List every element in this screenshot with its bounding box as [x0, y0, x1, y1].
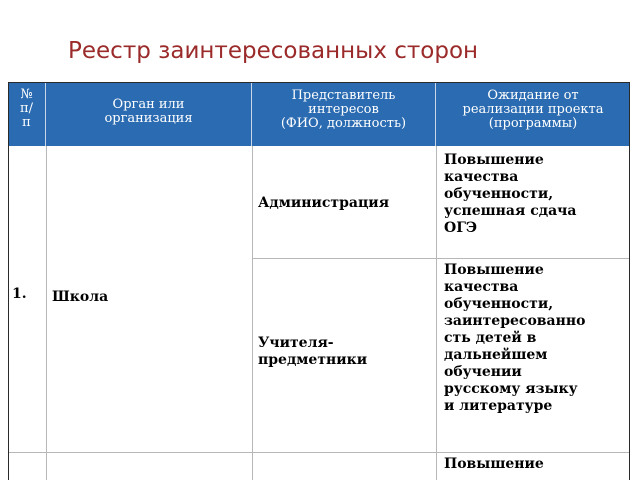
row-organization: Школа	[52, 289, 248, 309]
header-expectation-line: (программы)	[488, 116, 578, 131]
header-num-line: п	[22, 115, 31, 130]
row-expectation	[444, 152, 630, 262]
column-divider	[46, 453, 47, 480]
expectation-line: ОГЭ	[444, 220, 477, 236]
expectation-line: заинтересованно	[444, 313, 586, 329]
expectation-line: качества	[444, 279, 519, 295]
column-divider	[436, 453, 437, 480]
column-divider	[252, 453, 253, 480]
header-expectation-line: Ожидание от	[487, 88, 579, 103]
header-representative-line: Представитель	[291, 88, 396, 103]
header-num	[8, 82, 46, 146]
header-representative-line: интересов	[308, 102, 379, 117]
expectation-line: обученности,	[444, 296, 554, 312]
page-title: Реестр заинтересованных сторон	[68, 38, 479, 64]
column-divider	[252, 146, 253, 480]
header-representative-line: (ФИО, должность)	[280, 116, 407, 131]
expectation-line: качества	[444, 169, 519, 185]
header-expectation	[436, 82, 630, 146]
expectation-line: дальнейшем	[444, 347, 548, 363]
expectation-line: обученности,	[444, 186, 554, 202]
stakeholder-table	[8, 82, 630, 480]
expectation-line: и литературе	[444, 398, 553, 414]
row-representative	[258, 335, 434, 375]
column-divider	[46, 146, 47, 480]
row-number: 1.	[12, 286, 42, 306]
header-num-line: п/	[19, 101, 34, 116]
expectation-line: Повышение	[444, 262, 544, 278]
expectation-line: обучении	[444, 364, 522, 380]
row-representative: Администрация	[258, 195, 434, 215]
header-expectation-line: реализации проекта	[462, 102, 604, 117]
representative-line: предметники	[258, 352, 368, 368]
column-divider	[436, 146, 437, 480]
row-divider	[8, 452, 630, 453]
row-divider	[252, 258, 630, 259]
header-organization	[46, 82, 252, 146]
header-num-line: №	[20, 87, 33, 102]
header-representative	[252, 82, 436, 146]
header-organization-line: организация	[104, 111, 193, 126]
row-expectation	[444, 262, 630, 452]
header-organization-line: Орган или	[112, 97, 185, 112]
expectation-line: сть детей в	[444, 330, 537, 346]
expectation-line: русскому языку	[444, 381, 578, 397]
row-expectation-partial: Повышение	[444, 456, 630, 480]
expectation-line: Повышение	[444, 152, 544, 168]
expectation-line: успешная сдача	[444, 203, 577, 219]
representative-line: Учителя-	[258, 335, 334, 351]
